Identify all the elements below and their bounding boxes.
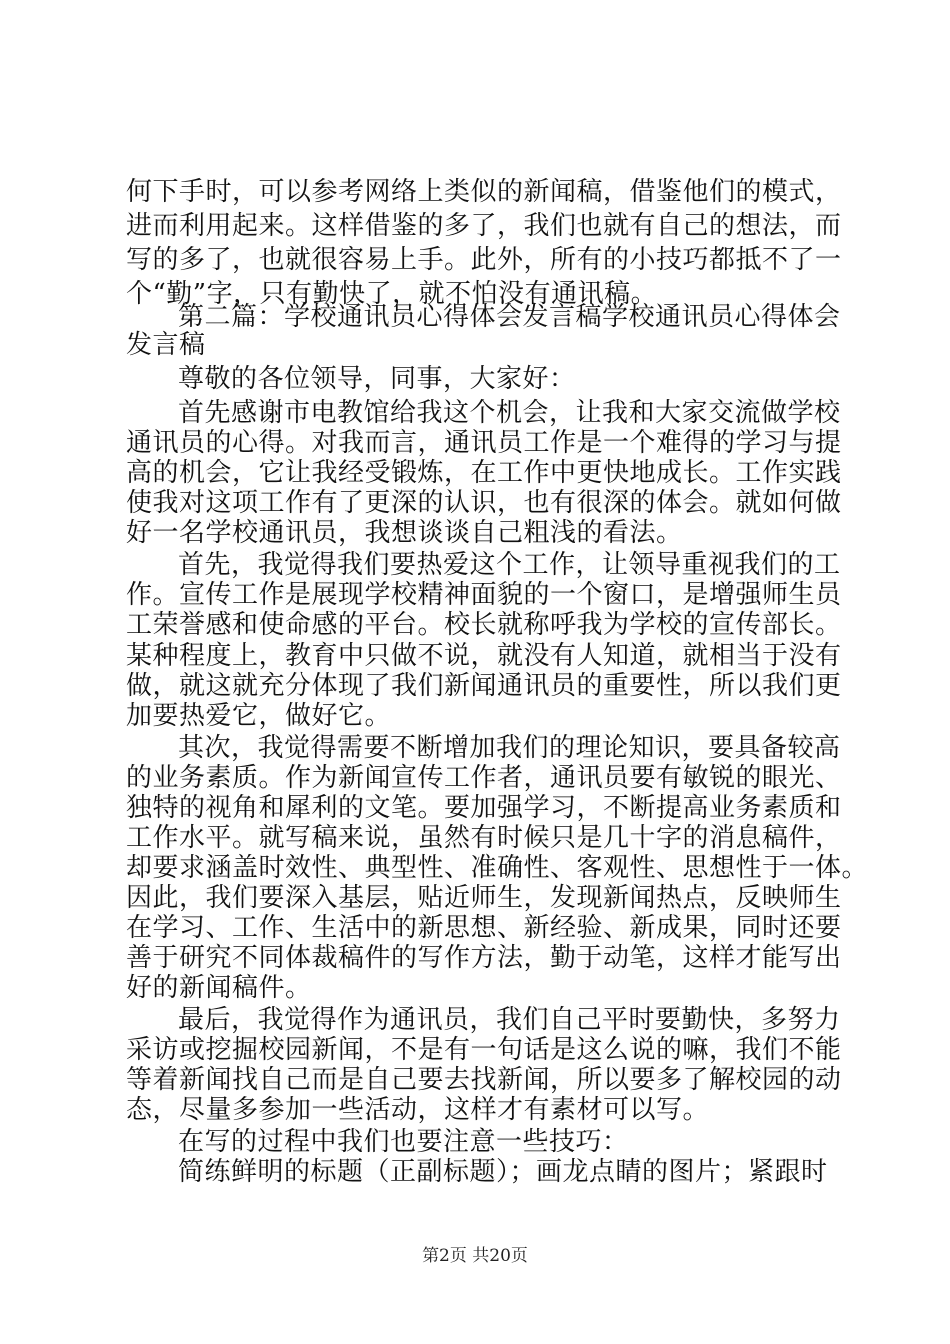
text-line-28: 最后，我觉得作为通讯员，我们自己平时要勤快，多努力	[178, 1005, 841, 1035]
text-line-8: 首先感谢市电教馆给我这个机会，让我和大家交流做学校	[178, 398, 841, 428]
text-line-3: 写的多了，也就很容易上手。此外，所有的小技巧都抵不了一	[126, 245, 842, 275]
text-line-22: 工作水平。就写稿来说，虽然有时候只是几十字的消息稿件，	[126, 823, 842, 853]
text-line-13: 首先，我觉得我们要热爱这个工作，让领导重视我们的工	[178, 550, 841, 580]
text-line-10: 高的机会，它让我经受锻炼，在工作中更快地成长。工作实践	[126, 458, 842, 488]
text-line-2: 进而利用起来。这样借鉴的多了，我们也就有自己的想法，而	[126, 211, 842, 241]
text-line-23: 却要求涵盖时效性、典型性、准确性、客观性、思想性于一体。	[126, 853, 869, 883]
text-line-9: 通讯员的心得。对我而言，通讯员工作是一个难得的学习与提	[126, 428, 842, 458]
text-line-4: 个“勤”字，只有勤快了，就不怕没有通讯稿。	[126, 279, 658, 309]
text-line-18: 加要热爱它，做好它。	[126, 701, 392, 731]
text-line-11: 使我对这项工作有了更深的认识，也有很深的体会。就如何做	[126, 488, 842, 518]
section-heading: 第二篇：学校通讯员心得体会发言稿学校通讯员心得体会	[178, 302, 841, 332]
salutation: 尊敬的各位领导，同事，大家好：	[178, 364, 576, 394]
text-line-31: 态，尽量多参加一些活动，这样才有素材可以写。	[126, 1095, 710, 1125]
text-line-14: 作。宣传工作是展现学校精神面貌的一个窗口，是增强师生员	[126, 580, 842, 610]
text-line-21: 独特的视角和犀利的文笔。要加强学习，不断提高业务素质和	[126, 793, 842, 823]
text-line-24: 因此，我们要深入基层，贴近师生，发现新闻热点，反映师生	[126, 883, 842, 913]
page-footer: 第2页 共20页	[422, 1246, 528, 1266]
text-line-20: 的业务素质。作为新闻宣传工作者，通讯员要有敏锐的眼光、	[126, 763, 842, 793]
text-line-19: 其次，我觉得需要不断增加我们的理论知识，要具备较高	[178, 733, 841, 763]
text-line-26: 善于研究不同体裁稿件的写作方法，勤于动笔，这样才能写出	[126, 943, 842, 973]
text-line-29: 采访或挖掘校园新闻，不是有一句话是这么说的嘛，我们不能	[126, 1035, 842, 1065]
text-line-15: 工荣誉感和使命感的平台。校长就称呼我为学校的宣传部长。	[126, 610, 842, 640]
text-line-16: 某种程度上，教育中只做不说，就没有人知道，就相当于没有	[126, 641, 842, 671]
text-line-12: 好一名学校通讯员，我想谈谈自己粗浅的看法。	[126, 518, 683, 548]
text-line-32: 在写的过程中我们也要注意一些技巧：	[178, 1127, 629, 1157]
text-line-33: 简练鲜明的标题（正副标题）；画龙点睛的图片；紧跟时	[178, 1157, 828, 1187]
text-line-25: 在学习、工作、生活中的新思想、新经验、新成果，同时还要	[126, 913, 842, 943]
text-line-27: 好的新闻稿件。	[126, 973, 312, 1003]
text-line-1: 何下手时，可以参考网络上类似的新闻稿，借鉴他们的模式，	[126, 177, 842, 207]
text-line-30: 等着新闻找自己而是自己要去找新闻，所以要多了解校园的动	[126, 1065, 842, 1095]
text-line-17: 做，就这就充分体现了我们新闻通讯员的重要性，所以我们更	[126, 671, 842, 701]
section-heading-continued: 发言稿	[126, 330, 206, 360]
